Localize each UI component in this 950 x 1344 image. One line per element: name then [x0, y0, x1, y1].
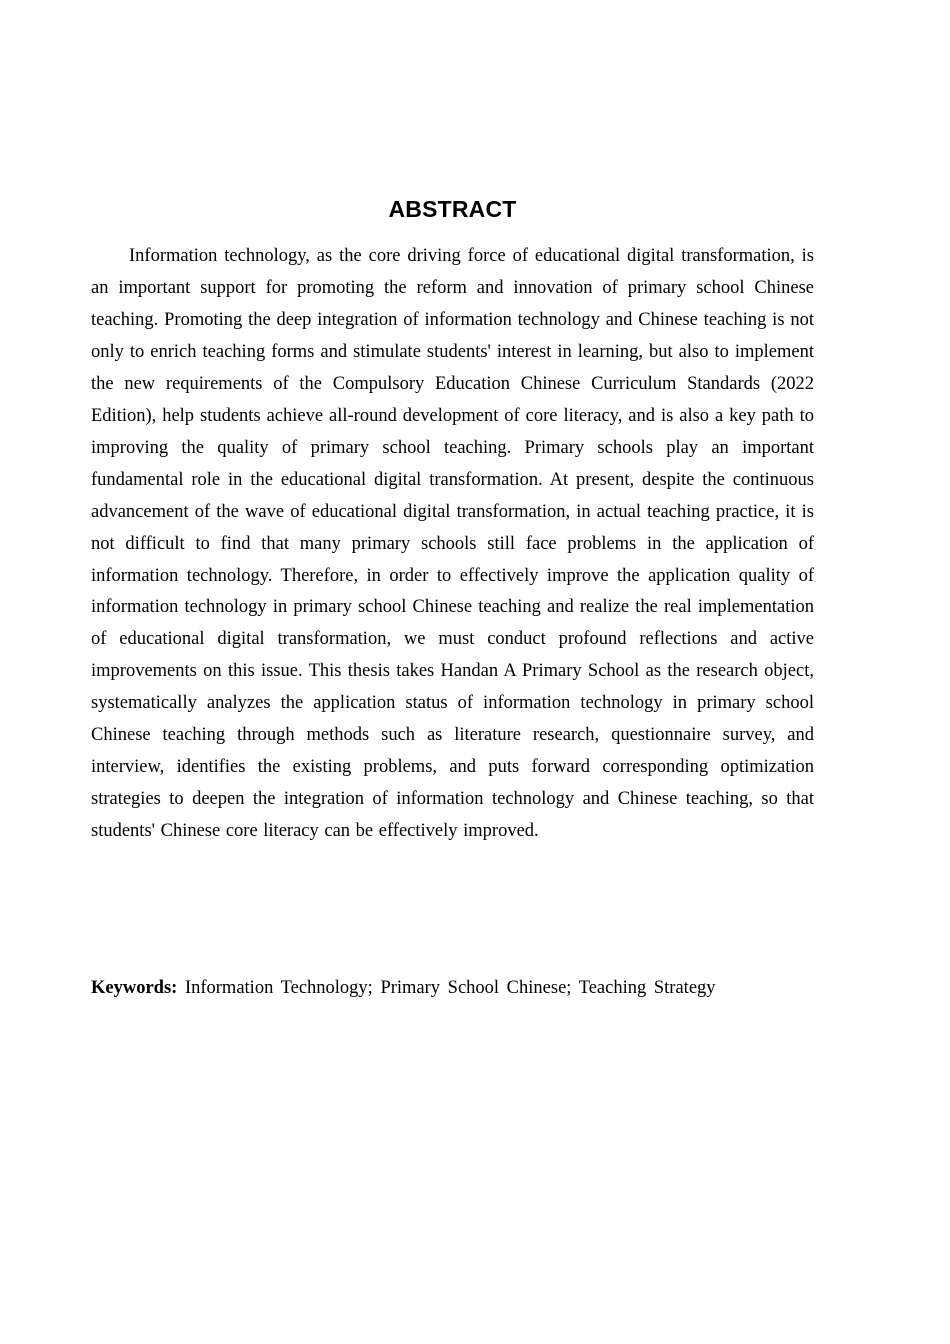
keywords-label: Keywords:: [91, 978, 178, 998]
abstract-paragraph: Information technology, as the core driving force of educational digital transformation, is an important support for promoting the reform and innovation of primary school Chinese teaching. Promoting the deep integration of information technology and Chinese teaching is not only to enrich teaching forms and stimulate students' interest in learning, but also to implement the new requirements of the Compulsory Education Chinese Curriculum Standards (2022 Edition), help students achieve all-round development of core literacy, and is also a key path to improving the quality of primary school teaching. Primary schools play an important fundamental role in the educational digital transformation. At present, despite the continuous advancement of the wave of educational digital transformation, in actual teaching practice, it is not difficult to find that many primary schools still face problems in the application of information technology. Therefore, in order to effectively improve the application quality of information technology in primary school Chinese teaching and realize the real implementation of educational digital transformation, we must conduct profound reflections and active improvements on this issue. This thesis takes Handan A Primary School as the research object, systematically analyzes the application status of information technology in primary school Chinese teaching through methods such as literature research, questionnaire survey, and interview, identifies the existing problems, and puts forward corresponding optimization strategies to deepen the integration of information technology and Chinese teaching, so that students' Chinese core literacy can be effectively improved.: [91, 246, 814, 842]
keywords-list: Information Technology; Primary School Chinese; Teaching Strategy: [184, 978, 716, 998]
keywords-line: [91, 972, 831, 1004]
abstract-title: ABSTRACT: [388, 196, 517, 223]
